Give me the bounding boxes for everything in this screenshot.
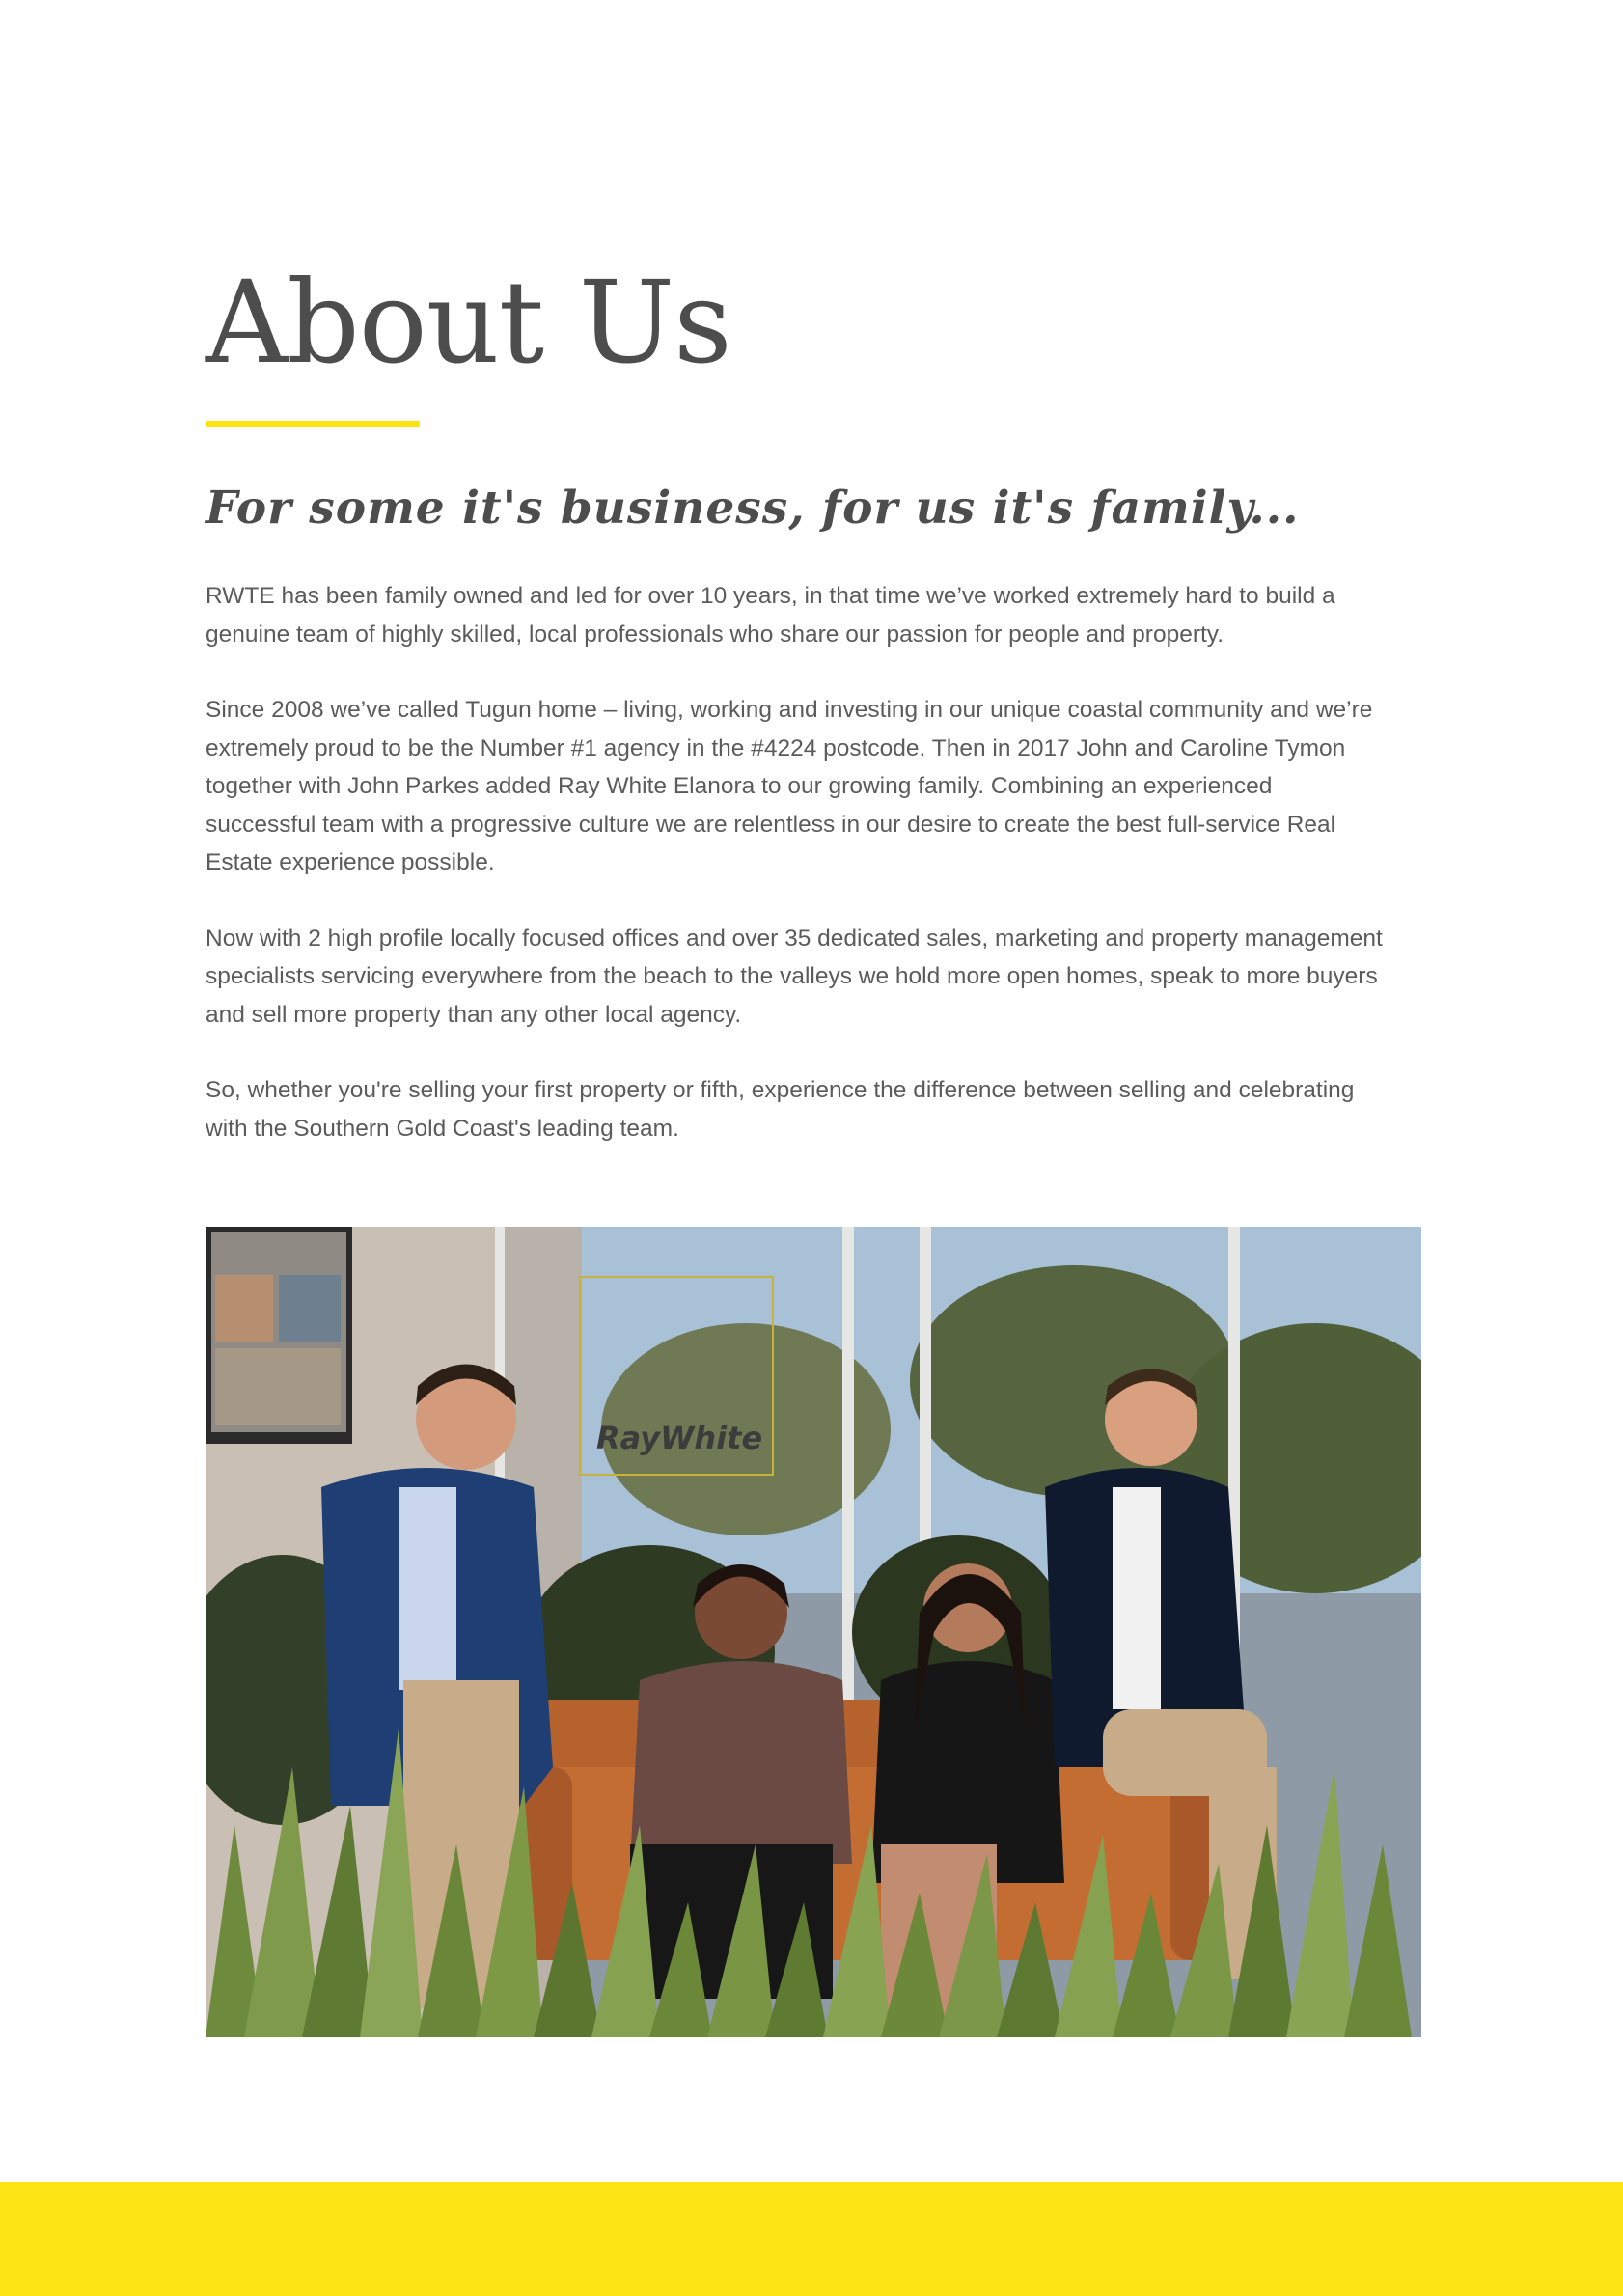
tv-screen <box>206 1227 352 1444</box>
footer-band <box>0 2182 1623 2296</box>
paragraph-2: Since 2008 we’ve called Tugun home – living, working and investing in our unique coastal community and we’re extremely proud to be the Number #1 agency in the #4224 postcode. Then in 2017 John and Caroline Tymon together with John Parkes added Ray White Elanora to our growing family. Combining an experienced successful team with a progressive culture we are relentless in our desire to create the best full-service Real Estate experience possible. <box>206 697 1373 875</box>
title-underline <box>206 421 420 427</box>
page-title: About Us <box>206 256 731 389</box>
svg-text:RayWhite: RayWhite <box>596 1420 763 1456</box>
tagline: For some it's business, for us it's family... <box>206 482 1300 535</box>
paragraph-1: RWTE has been family owned and led for over 10 years, in that time we’ve worked extremely hard to build a genuine team of highly skilled, local professionals who share our passion for people and property. <box>206 583 1335 648</box>
paragraph-3: Now with 2 high profile locally focused offices and over 35 dedicated sales, marketing and property management specialists servicing everywhere from the beach to the valleys we hold more open homes, speak to more buyers and sell more property than any other local agency. <box>206 925 1383 1028</box>
team-photo <box>206 1227 1421 2037</box>
body-text <box>206 577 1388 1185</box>
paragraph-4: So, whether you're selling your first property or fifth, experience the difference between selling and celebrating with the Southern Gold Coast's leading team. <box>206 1077 1355 1142</box>
